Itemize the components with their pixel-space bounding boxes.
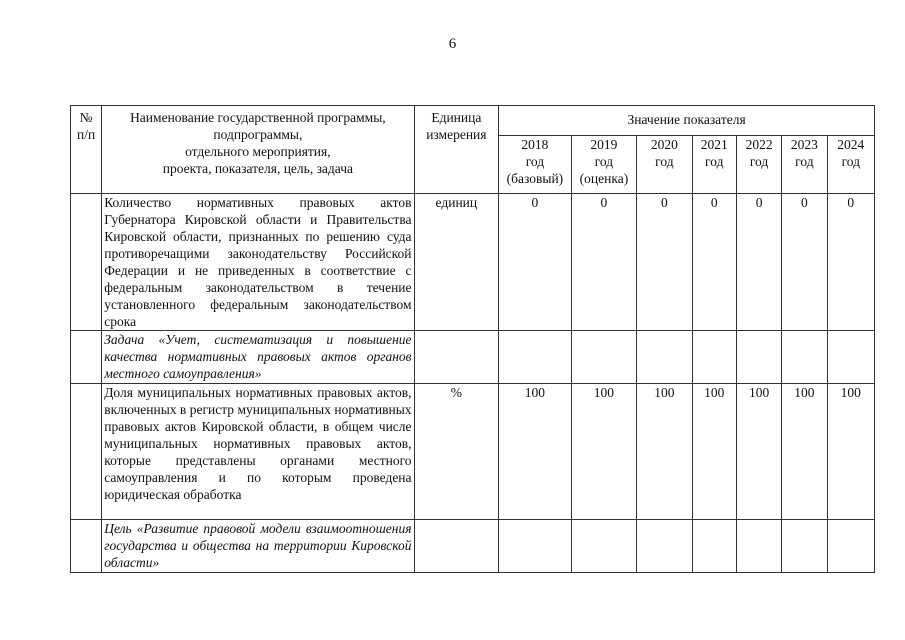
row-value: [571, 331, 636, 384]
header-name-line: подпрограммы,: [213, 127, 303, 142]
row-value: 0: [571, 194, 636, 331]
header-num: № п/п: [71, 106, 102, 194]
row-value: [571, 520, 636, 573]
header-year: [827, 136, 874, 194]
page-number: 6: [448, 36, 457, 52]
header-year-note: (оценка): [579, 171, 629, 186]
row-value: [736, 331, 781, 384]
row-num: [71, 194, 102, 331]
row-unit: [414, 520, 499, 573]
header-year-word: год: [705, 154, 724, 169]
row-value: [736, 520, 781, 573]
row-value: [499, 520, 572, 573]
table-row: [71, 194, 875, 331]
row-value: 100: [637, 384, 692, 520]
row-name: Цель «Развитие правовой модели взаимоотношения государства и общества на территории Кировской области»: [102, 520, 414, 573]
row-unit: единиц: [414, 194, 499, 331]
row-name: Задача «Учет, систематизация и повышение качества нормативных правовых актов органов местного самоуправления»: [102, 331, 414, 384]
header-year-word: год: [655, 154, 674, 169]
header-year: [692, 136, 736, 194]
row-value: [637, 520, 692, 573]
row-name: Доля муниципальных нормативных правовых актов, включенных в регистр муниципальных нормативных правовых актов Кировской области, в общем числе муниципальных нормативных правовых актов, которые представлены органами местного самоуправления и по которым проведена юридическая обработка: [102, 384, 414, 520]
row-value: 0: [692, 194, 736, 331]
header-year-note: (базовый): [506, 171, 564, 186]
header-year: [736, 136, 781, 194]
row-value: 100: [499, 384, 572, 520]
row-value: 100: [782, 384, 827, 520]
row-value: 100: [571, 384, 636, 520]
header-year-word: год: [594, 154, 614, 169]
row-value: 0: [782, 194, 827, 331]
row-value: 0: [499, 194, 572, 331]
row-num: [71, 520, 102, 573]
header-year-word: год: [749, 154, 769, 169]
row-unit: [414, 331, 499, 384]
header-year-number: 2022: [745, 137, 773, 152]
header-unit: Единица измерения: [414, 106, 499, 194]
row-value: [692, 331, 736, 384]
table-row: [71, 331, 875, 384]
row-value: [782, 520, 827, 573]
header-year-word: год: [795, 154, 814, 169]
header-year-number: 2019: [590, 137, 618, 152]
header-year: [499, 136, 572, 194]
header-year-number: 2024: [837, 137, 865, 152]
row-value: 100: [736, 384, 781, 520]
header-name-line: проекта, показателя, цель, задача: [162, 161, 353, 176]
header-year-number: 2021: [700, 137, 728, 152]
row-value: [827, 331, 874, 384]
header-year-number: 2023: [790, 137, 818, 152]
header-year: [637, 136, 692, 194]
row-value: 0: [827, 194, 874, 331]
row-value: [499, 331, 572, 384]
indicators-table: [70, 105, 875, 573]
row-value: 100: [692, 384, 736, 520]
row-num: [71, 331, 102, 384]
header-year-number: 2018: [521, 137, 549, 152]
row-value: 0: [637, 194, 692, 331]
table-row: [71, 520, 875, 573]
header-year-number: 2020: [650, 137, 678, 152]
table-row: [71, 384, 875, 520]
row-value: 100: [827, 384, 874, 520]
row-value: [782, 331, 827, 384]
header-value-group: Значение показателя: [499, 106, 875, 136]
header-year-word: год: [841, 154, 860, 169]
row-num: [71, 384, 102, 520]
row-value: [827, 520, 874, 573]
header-name-line: отдельного мероприятия,: [185, 144, 331, 159]
row-name: Количество нормативных правовых актов Губернатора Кировской области и Правительства Кировской области, признанных по решению суда противоречащими законодательству Российской Федерации и не приведенных в соответствие с федеральным законодательством в течение установленного федеральным законодательством срока: [102, 194, 414, 331]
row-value: [692, 520, 736, 573]
header-year-word: год: [525, 154, 545, 169]
row-unit: %: [414, 384, 499, 520]
header-name: [102, 106, 414, 194]
row-value: 0: [736, 194, 781, 331]
header-name-line: Наименование государственной программы,: [130, 110, 386, 125]
row-value: [637, 331, 692, 384]
header-year: [571, 136, 636, 194]
header-year: [782, 136, 827, 194]
